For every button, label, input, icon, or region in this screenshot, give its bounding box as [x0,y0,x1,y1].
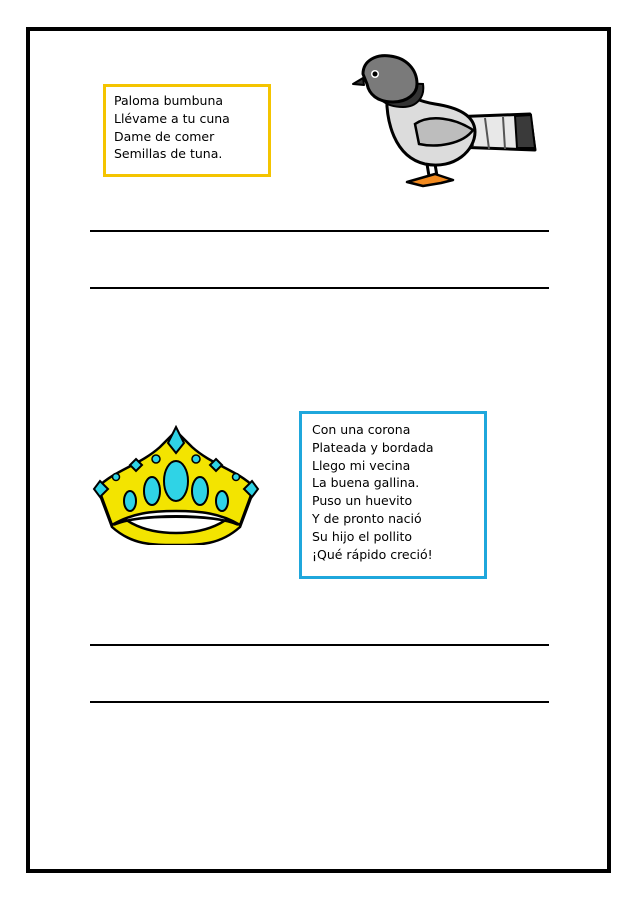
poem-line: Su hijo el pollito [312,528,413,544]
poem-box-paloma [103,84,271,177]
writing-line [90,287,549,289]
crown-illustration [90,425,262,545]
poem-line: Llego mi vecina [312,457,411,473]
writing-line [90,644,549,646]
writing-line [90,701,549,703]
poem-line: Plateada y bordada [312,439,434,455]
poem-line: Paloma bumbuna [114,93,224,108]
poem-box-corona [299,411,487,579]
poem-line: Puso un huevito [312,493,413,509]
poem-line: Y de pronto nació [312,510,422,526]
poem-line: ¡Qué rápido creció! [312,546,433,562]
pigeon-illustration [345,52,540,192]
writing-line [90,230,549,232]
poem-line: Con una corona [312,422,411,437]
poem-line: Llévame a tu cuna [114,110,230,126]
poem-line: Semillas de tuna. [114,146,223,162]
poem-line: Dame de comer [114,128,215,144]
poem-line: La buena gallina. [312,475,420,491]
